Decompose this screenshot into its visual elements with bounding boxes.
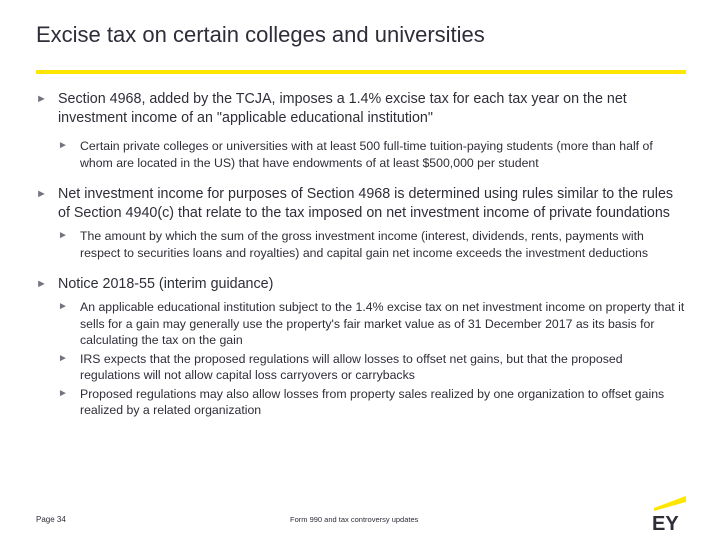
title-underline bbox=[36, 70, 686, 74]
bullet-text: Section 4968, added by the TCJA, imposes a 1.4% excise tax for each tax year on the net investment income of an "applicable educational institution" bbox=[58, 91, 627, 126]
arrow-bullet-icon: ► bbox=[58, 230, 68, 241]
bullet-text: Net investment income for purposes of Section 4968 is determined using rules similar to the rules of Section 4940(c) that relate to the tax imposed on net investment income of private foundations bbox=[58, 186, 674, 221]
arrow-bullet-icon: ► bbox=[36, 188, 47, 200]
sub-bullet-text: An applicable educational institution subject to the 1.4% excise tax on net investment income on property that it sells for a gain may generally use the property's fair market value as of 31 December 2017 as its basis for calculating the tax on the gain bbox=[80, 300, 685, 347]
sub-bullet-text: The amount by which the sum of the gross investment income (interest, dividends, rents, payments with respect to securities loans and royalties) and capital gain net income exceeds the investment deductions bbox=[80, 229, 649, 260]
arrow-bullet-icon: ► bbox=[36, 93, 47, 105]
bullet-text: Notice 2018-55 (interim guidance) bbox=[58, 276, 274, 292]
ey-logo-accent bbox=[654, 496, 686, 511]
arrow-bullet-icon: ► bbox=[58, 140, 68, 151]
sub-bullet-item bbox=[36, 138, 686, 171]
arrow-bullet-icon: ► bbox=[58, 387, 68, 399]
sub-bullet-item bbox=[36, 228, 686, 261]
slide-content bbox=[36, 90, 686, 419]
ey-logo-text: EY bbox=[652, 513, 679, 532]
ey-logo-icon bbox=[648, 494, 688, 532]
sub-bullet-text: IRS expects that the proposed regulations will allow losses to offset net gains, but that the proposed regulations will not allow capital loss carryovers or carrybacks bbox=[80, 351, 623, 382]
bullet-item bbox=[36, 275, 686, 294]
bullet-item bbox=[36, 90, 686, 128]
slide-title: Excise tax on certain colleges and universities bbox=[36, 22, 485, 47]
sub-bullet-text: Proposed regulations may also allow losses from property sales realized by one organization to offset gains realized by a related organization bbox=[80, 386, 665, 417]
footer-title: Form 990 and tax controversy updates bbox=[290, 515, 419, 524]
arrow-bullet-icon: ► bbox=[58, 301, 68, 312]
sub-bullet-item bbox=[36, 386, 686, 419]
arrow-bullet-icon: ► bbox=[36, 278, 47, 290]
page-number: Page 34 bbox=[36, 515, 66, 524]
sub-bullet-item bbox=[36, 299, 686, 349]
sub-bullet-item bbox=[36, 351, 686, 384]
arrow-bullet-icon: ► bbox=[58, 352, 68, 364]
bullet-item bbox=[36, 185, 686, 223]
sub-bullet-text: Certain private colleges or universities with at least 500 full-time tuition-paying students (more than half of whom are located in the US) that have endowments of at least $500,000 per student bbox=[80, 139, 653, 170]
